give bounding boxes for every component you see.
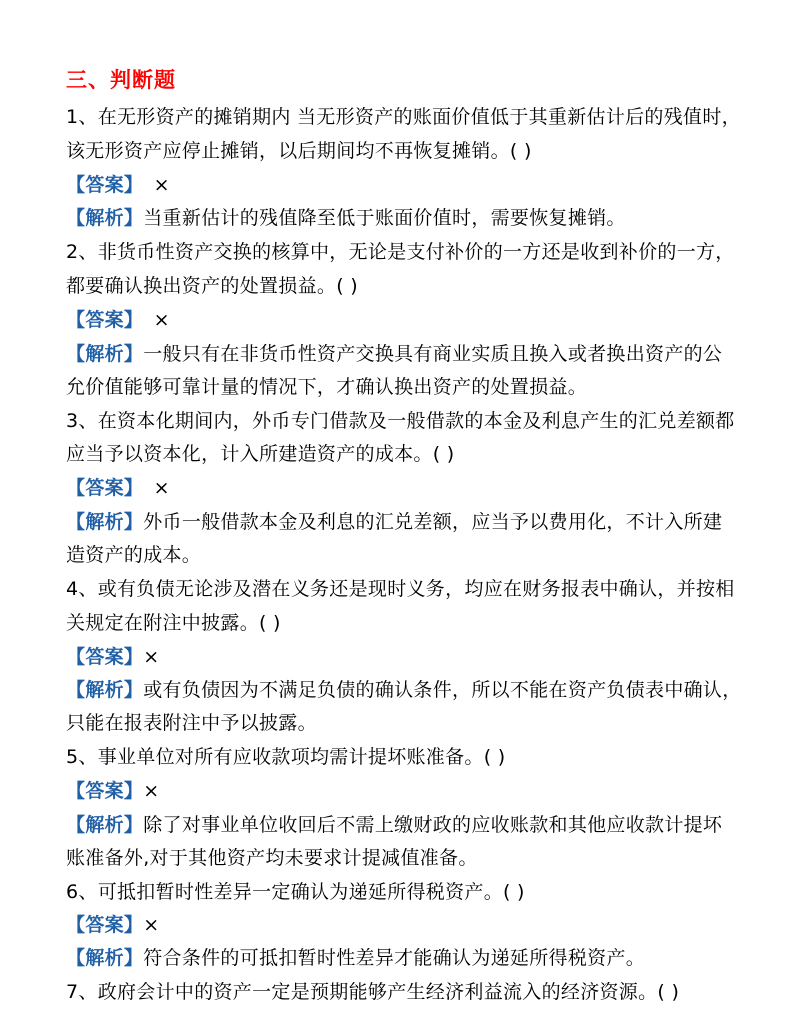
answer-mark: × xyxy=(143,646,160,668)
question-3-text-line-2: 应当予以资本化，计入所建造资产的成本。( ) xyxy=(66,443,455,465)
analysis-close-bracket: 】 xyxy=(123,343,144,365)
analysis-open-bracket: 【 xyxy=(66,679,86,701)
answer-open-bracket: 【 xyxy=(66,477,86,499)
question-2-text-line-1: 2、非货币性资产交换的核算中，无论是支付补价的一方还是收到补价的一方， xyxy=(66,241,735,263)
question-3-analysis xyxy=(66,510,722,534)
analysis-close-bracket: 】 xyxy=(123,947,144,969)
question-3-answer xyxy=(66,476,170,500)
analysis-text-line-1: 或有负债因为不满足负债的确认条件，所以不能在资产负债表中确认， xyxy=(143,679,742,701)
question-4-answer xyxy=(66,645,159,669)
answer-label: 答案 xyxy=(85,780,124,802)
analysis-close-bracket: 】 xyxy=(123,679,144,701)
answer-mark: × xyxy=(147,174,170,196)
analysis-open-bracket: 【 xyxy=(66,814,86,836)
analysis-label: 解析 xyxy=(85,511,124,533)
question-7-text-line-1: 7、政府会计中的资产一定是预期能够产生经济利益流入的经济资源。( ) xyxy=(66,981,680,1003)
analysis-label: 解析 xyxy=(85,814,124,836)
question-5-answer xyxy=(66,779,159,803)
analysis-label: 解析 xyxy=(85,343,124,365)
analysis-text-line-1: 当重新估计的残值降至低于账面价值时，需要恢复摊销。 xyxy=(143,207,626,229)
question-1-analysis xyxy=(66,206,626,230)
analysis-close-bracket: 】 xyxy=(123,511,144,533)
answer-mark: × xyxy=(147,477,170,499)
question-6-answer xyxy=(66,913,159,937)
answer-label: 答案 xyxy=(85,477,124,499)
analysis-text-line-1: 符合条件的可抵扣暂时性差异才能确认为递延所得税资产。 xyxy=(143,947,646,969)
question-6-analysis xyxy=(66,946,645,970)
question-1-text-line-2: 该无形资产应停止摊销，以后期间均不再恢复摊销。( ) xyxy=(66,140,532,162)
question-5-analysis-line-2: 账准备外,对于其他资产均未要求计提减值准备。 xyxy=(66,847,478,869)
analysis-close-bracket: 】 xyxy=(123,814,144,836)
answer-label: 答案 xyxy=(85,309,124,331)
question-4-analysis-line-2: 只能在报表附注中予以披露。 xyxy=(66,712,317,734)
analysis-label: 解析 xyxy=(85,947,124,969)
question-2-analysis-line-2: 允价值能够可靠计量的情况下，才确认换出资产的处置损益。 xyxy=(66,376,588,398)
analysis-label: 解析 xyxy=(85,207,124,229)
answer-label: 答案 xyxy=(85,174,124,196)
answer-close-bracket: 】 xyxy=(123,174,144,196)
question-3-text-line-1: 3、在资本化期间内，外币专门借款及一般借款的本金及利息产生的汇兑差额都 xyxy=(66,410,735,432)
analysis-text-line-1: 除了对事业单位收回后不需上缴财政的应收账款和其他应收款计提坏 xyxy=(143,814,723,836)
answer-close-bracket: 】 xyxy=(123,477,144,499)
question-2-analysis xyxy=(66,342,722,366)
question-2-text-line-2: 都要确认换出资产的处置损益。( ) xyxy=(66,275,358,297)
answer-open-bracket: 【 xyxy=(66,174,86,196)
question-4-text-line-2: 关规定在附注中披露。( ) xyxy=(66,612,281,634)
question-1-answer xyxy=(66,173,170,197)
answer-open-bracket: 【 xyxy=(66,780,86,802)
analysis-label: 解析 xyxy=(85,679,124,701)
answer-label: 答案 xyxy=(85,646,124,668)
question-3-analysis-line-2: 造资产的成本。 xyxy=(66,544,202,566)
analysis-open-bracket: 【 xyxy=(66,343,86,365)
analysis-open-bracket: 【 xyxy=(66,207,86,229)
question-5-text-line-1: 5、事业单位对所有应收款项均需计提坏账准备。( ) xyxy=(66,746,506,768)
analysis-open-bracket: 【 xyxy=(66,947,86,969)
answer-mark: × xyxy=(143,780,160,802)
section-title: 三、判断题 xyxy=(66,68,176,92)
answer-label: 答案 xyxy=(85,914,124,936)
question-6-text-line-1: 6、可抵扣暂时性差异一定确认为递延所得税资产。( ) xyxy=(66,881,525,903)
answer-open-bracket: 【 xyxy=(66,309,86,331)
question-5-analysis xyxy=(66,813,722,837)
answer-close-bracket: 】 xyxy=(123,646,144,668)
answer-close-bracket: 】 xyxy=(123,914,144,936)
question-1-text-line-1: 1、在无形资产的摊销期内 当无形资产的账面价值低于其重新估计后的残值时， xyxy=(66,106,741,128)
analysis-close-bracket: 】 xyxy=(123,207,144,229)
answer-open-bracket: 【 xyxy=(66,914,86,936)
question-4-text-line-1: 4、或有负债无论涉及潜在义务还是现时义务，均应在财务报表中确认，并按相 xyxy=(66,578,735,600)
answer-mark: × xyxy=(147,309,170,331)
answer-close-bracket: 】 xyxy=(123,309,144,331)
question-2-answer xyxy=(66,308,170,332)
answer-close-bracket: 】 xyxy=(123,780,144,802)
analysis-text-line-1: 一般只有在非货币性资产交换具有商业实质且换入或者换出资产的公 xyxy=(143,343,723,365)
answer-open-bracket: 【 xyxy=(66,646,86,668)
answer-mark: × xyxy=(143,914,160,936)
analysis-text-line-1: 外币一般借款本金及利息的汇兑差额，应当予以费用化，不计入所建 xyxy=(143,511,723,533)
analysis-open-bracket: 【 xyxy=(66,511,86,533)
question-4-analysis xyxy=(66,678,742,702)
